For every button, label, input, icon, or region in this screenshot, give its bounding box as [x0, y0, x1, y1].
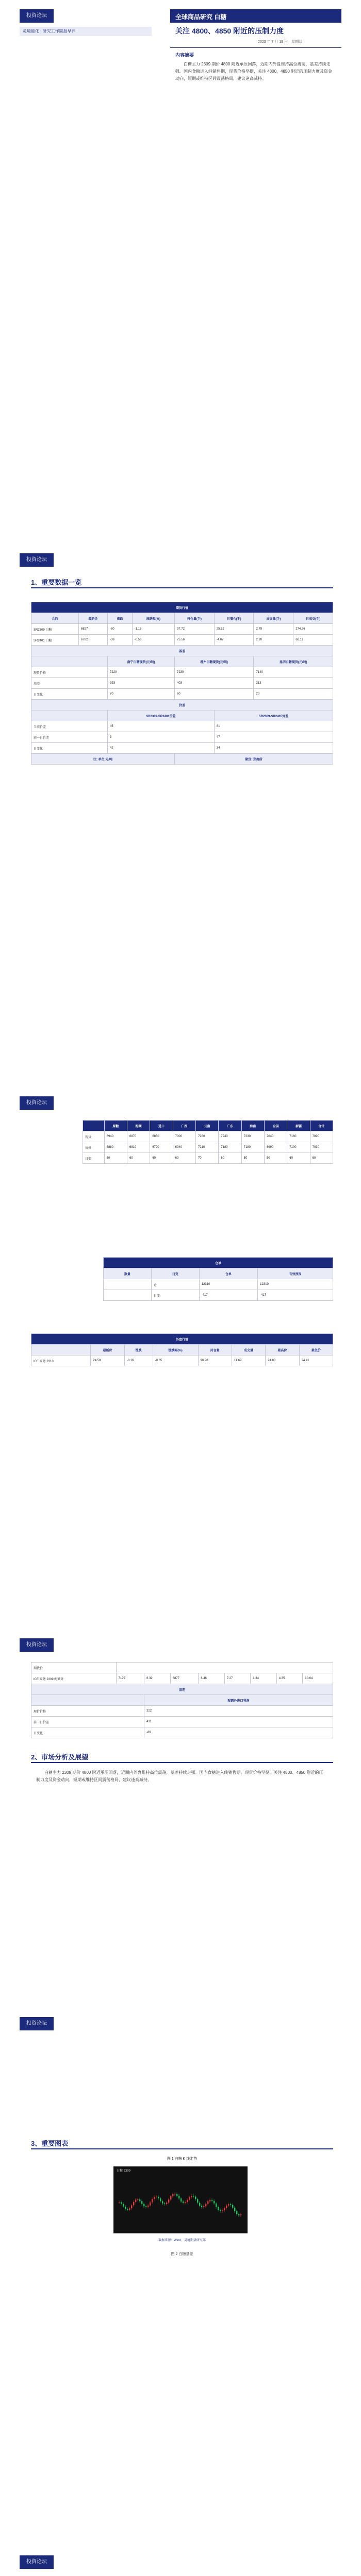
- candle-body: [123, 2204, 124, 2207]
- page-tag: 投资论坛: [20, 553, 54, 567]
- col-header: 柳州白糖现货(元/吨): [175, 656, 254, 667]
- cell: 81: [214, 721, 333, 732]
- candle-body: [209, 2200, 210, 2201]
- col-header: 最新价: [91, 1345, 124, 1355]
- cell: 96.98: [198, 1355, 232, 1366]
- candle-body: [145, 2206, 146, 2207]
- cell: 1.34: [251, 1673, 277, 1684]
- cell: 274.26: [293, 624, 333, 635]
- candle-body: [150, 2202, 151, 2206]
- cell: 现价价格: [31, 1706, 144, 1717]
- cell: 12310: [258, 1279, 333, 1290]
- cell: -0.16: [124, 1355, 153, 1366]
- col-header: 涨跌幅(%): [132, 613, 174, 624]
- cell: 60: [310, 1153, 333, 1164]
- cell: 日变化: [31, 743, 108, 754]
- cell: 6990: [264, 1142, 287, 1153]
- cell: 34: [214, 743, 333, 754]
- col-header: 持仓量(手): [175, 613, 215, 624]
- candle-body: [199, 2202, 200, 2206]
- candle-body: [131, 2205, 132, 2208]
- report-subtitle: 灵境能化 | 研究工作简报早评: [20, 27, 152, 36]
- table-row: [31, 635, 333, 646]
- col-header: 涨跌幅(%): [153, 1345, 198, 1355]
- table-row: [83, 1131, 333, 1142]
- headline: 关注 4800、4850 附近的压制力度: [175, 27, 284, 35]
- cell: 日变: [83, 1153, 105, 1164]
- cell: 7280: [195, 1131, 218, 1142]
- table-footer: 期货: 郑商所: [175, 754, 333, 765]
- table-footer: 注: 单位 元/吨: [31, 754, 175, 765]
- cell: 97.72: [175, 624, 215, 635]
- cell: -80: [108, 624, 133, 635]
- cell: 24.58: [91, 1355, 124, 1366]
- cell: 10.64: [303, 1673, 333, 1684]
- cell: 6850: [150, 1131, 173, 1142]
- page-tag: 投资论坛: [20, 2555, 54, 2569]
- cell: 60: [219, 1153, 241, 1164]
- col-header: 广西: [173, 1121, 195, 1131]
- spot-price-table: [83, 1120, 333, 1164]
- cell: 7230: [241, 1131, 264, 1142]
- cell: 12310: [199, 1279, 257, 1290]
- candle-body: [226, 2206, 227, 2208]
- cell: ICE 原糖 2309 配额外: [31, 1673, 117, 1684]
- candle-body: [187, 2200, 188, 2202]
- candle-body: [172, 2194, 173, 2196]
- candle-body: [139, 2199, 140, 2201]
- cell: 日变化: [31, 1727, 144, 1738]
- cell: 7220: [108, 667, 175, 678]
- cell: 3: [108, 732, 215, 743]
- col-header: 最低价: [299, 1345, 333, 1355]
- candle-body: [125, 2207, 126, 2209]
- cell: 60: [150, 1153, 173, 1164]
- cell: 前一日价差: [31, 732, 108, 743]
- page-tag: 投资论坛: [20, 1096, 54, 1110]
- subsection-header: 基差: [31, 1684, 333, 1695]
- futures-table: [31, 602, 333, 765]
- col-header: 仓单: [199, 1268, 257, 1279]
- banner-title: 全球商品研究 白糖: [175, 13, 227, 21]
- cell: 6810: [127, 1142, 150, 1153]
- banner: [170, 9, 341, 23]
- cell: 7230: [175, 667, 254, 678]
- candle-body: [141, 2201, 142, 2204]
- cell: 7160: [287, 1131, 310, 1142]
- cell: 7040: [264, 1131, 287, 1142]
- col-header: 进口: [150, 1121, 173, 1131]
- col-header: [83, 1121, 105, 1131]
- cell: 7210: [195, 1142, 218, 1153]
- table-row: [31, 1355, 333, 1366]
- figure-source: 数据来源：Wind、灵境期货研究部: [158, 2239, 206, 2242]
- table-row: [31, 689, 333, 700]
- col-header: 原糖: [104, 1121, 127, 1131]
- cell: 日变: [151, 1290, 199, 1301]
- candle-body: [135, 2200, 136, 2202]
- cell: 60: [104, 1153, 127, 1164]
- cell: 11.69: [232, 1355, 265, 1366]
- candle-body: [158, 2197, 159, 2198]
- cell: 6827: [79, 624, 108, 635]
- cell: 6940: [173, 1142, 195, 1153]
- cell: [31, 1695, 144, 1706]
- cell: 42: [108, 743, 215, 754]
- candle-body: [160, 2198, 161, 2201]
- cell: 47: [214, 732, 333, 743]
- col-header: [31, 710, 108, 721]
- col-header: SR2309-SR2405价差: [214, 710, 333, 721]
- figure-caption: 图 1 白糖 K 线走势: [167, 2157, 198, 2161]
- table-row: [31, 721, 333, 732]
- col-header: 最高价: [266, 1345, 299, 1355]
- col-header: [31, 1345, 91, 1355]
- candle-body: [228, 2204, 229, 2205]
- cell: 75.56: [175, 635, 215, 646]
- candle-body: [214, 2201, 215, 2204]
- candle-body: [222, 2210, 223, 2211]
- cell: 价格: [83, 1142, 105, 1153]
- candle-body: [121, 2202, 122, 2204]
- summary-text: 白糖主力 2309 期价 4800 附近承压回落，近期内外盘维持高位震荡，基差持续走强。国内食糖进入纯销售期，现货价格坚挺，关注 4800、4850 附近的压制力度及资金动向，短期或维持区间震荡格局，建议逢高减持。: [175, 62, 333, 81]
- col-header: 涨跌: [108, 613, 133, 624]
- col-header: 日变: [151, 1268, 199, 1279]
- cell: 313: [254, 678, 333, 689]
- cell: 70: [108, 689, 175, 700]
- cell: 7240: [219, 1131, 241, 1142]
- candle-body: [154, 2197, 155, 2199]
- col-header: 合约: [31, 613, 79, 624]
- cell: 322: [144, 1706, 333, 1717]
- cell: 45: [108, 721, 215, 732]
- col-header: 成交量: [232, 1345, 265, 1355]
- candle-body: [203, 2206, 204, 2207]
- candle-body: [220, 2210, 221, 2211]
- col-header: 新疆: [287, 1121, 310, 1131]
- warrant-table: [103, 1257, 333, 1301]
- col-header: 涨跌: [124, 1345, 153, 1355]
- cell: -0.65: [153, 1355, 198, 1366]
- kline-svg: [113, 2166, 248, 2233]
- cell: [116, 1663, 333, 1673]
- cell: 60: [173, 1153, 195, 1164]
- import-profit-table: [31, 1662, 333, 1738]
- candle-body: [176, 2194, 177, 2195]
- candle-body: [207, 2201, 208, 2204]
- cell: 60: [175, 689, 254, 700]
- cell: 60: [127, 1153, 150, 1164]
- candle-body: [137, 2199, 138, 2200]
- cell: 仓: [151, 1279, 199, 1290]
- cell: 411: [144, 1717, 333, 1727]
- candle-body: [197, 2199, 198, 2203]
- cell: 基差: [31, 678, 108, 689]
- cell: 7000: [173, 1131, 195, 1142]
- col-header: 配额外进口利润: [144, 1695, 333, 1706]
- candle-body: [178, 2196, 179, 2198]
- candle-body: [205, 2204, 206, 2207]
- table-row: [83, 1142, 333, 1153]
- candle-body: [129, 2208, 130, 2210]
- cell: 7199: [116, 1673, 144, 1684]
- cell: 7140: [254, 667, 333, 678]
- cell: 70: [195, 1153, 218, 1164]
- candle-body: [152, 2199, 153, 2202]
- table-header: 期货行情: [31, 602, 333, 613]
- section-rule: [31, 587, 333, 588]
- chart-title: 白糖 2309: [117, 2170, 131, 2173]
- table-row: [31, 624, 333, 635]
- cell: -0.56: [132, 635, 174, 646]
- table-row: [31, 1706, 333, 1717]
- col-header: 南宁白糖现货(元/吨): [108, 656, 175, 667]
- table-row: [31, 732, 333, 743]
- candle-body: [189, 2197, 190, 2200]
- cell: [104, 1279, 152, 1290]
- cell: 6877: [170, 1673, 199, 1684]
- cell: 24.41: [299, 1355, 333, 1366]
- cell: 7180: [219, 1142, 241, 1153]
- col-header: 云南: [195, 1121, 218, 1131]
- col-header: 全国: [264, 1121, 287, 1131]
- candle-body: [216, 2204, 217, 2207]
- summary-heading: 内容摘要: [175, 53, 194, 58]
- section-rule: [31, 1762, 333, 1763]
- cell: 7090: [310, 1131, 333, 1142]
- cell: 4.35: [276, 1673, 303, 1684]
- candle-body: [143, 2204, 144, 2207]
- cell: 2.20: [254, 635, 293, 646]
- cell: -89: [144, 1727, 333, 1738]
- cell: ICE 原糖 2310: [31, 1355, 91, 1366]
- col-header: 有效预报: [258, 1268, 333, 1279]
- col-header: 日增仓(手): [214, 613, 254, 624]
- col-header: 配额: [127, 1121, 150, 1131]
- section-title: 1、重要数据一览: [31, 579, 82, 586]
- cell: SR2401 白糖: [31, 635, 79, 646]
- candle-body: [127, 2209, 128, 2210]
- section-title: 2、市场分析及展望: [31, 1753, 89, 1761]
- candle-body: [170, 2196, 171, 2199]
- candle-body: [218, 2207, 219, 2210]
- candle-body: [180, 2198, 182, 2201]
- table-row: [31, 743, 333, 754]
- col-header: 最新价: [79, 613, 108, 624]
- cell: -4.07: [214, 635, 254, 646]
- section-title: 3、重要图表: [31, 2140, 69, 2147]
- candlestick-chart: [113, 2166, 248, 2233]
- table-row: [104, 1279, 333, 1290]
- candle-body: [162, 2201, 163, 2203]
- col-header: 海南: [241, 1121, 264, 1131]
- cell: -38: [108, 635, 133, 646]
- candle-body: [147, 2206, 149, 2207]
- col-header: 日成交(手): [293, 613, 333, 624]
- table-row: [31, 1717, 333, 1727]
- cell: 6880: [104, 1142, 127, 1153]
- cell: 期货价: [31, 1663, 117, 1673]
- candle-body: [240, 2214, 241, 2215]
- table-header: 仓单: [104, 1258, 333, 1268]
- cell: 68.11: [293, 635, 333, 646]
- table-row: [31, 1663, 333, 1673]
- subsection-header: 价差: [31, 700, 333, 710]
- cell: 7030: [310, 1142, 333, 1153]
- col-header: 合计: [310, 1121, 333, 1131]
- ice-table: [31, 1333, 333, 1366]
- cell: -417: [199, 1290, 257, 1301]
- cell: 6790: [150, 1142, 173, 1153]
- col-header: 广东: [219, 1121, 241, 1131]
- subsection-header: 基差: [31, 646, 333, 656]
- candle-body: [232, 2205, 233, 2208]
- analysis-text: 白糖主力 2309 期价 4800 附近承压回落，近期内外盘维持高位震荡，基差持续走强。国内食糖进入纯销售期，现货价格坚挺，关注 4800、4850 附近的压制力度及资金动向，短期或维持区间震荡格局，建议逢高减持。: [36, 1770, 323, 1782]
- cell: 前一日价差: [31, 1717, 144, 1727]
- cell: 60: [287, 1153, 310, 1164]
- cell: SR2309 白糖: [31, 624, 79, 635]
- cell: 日变化: [31, 689, 108, 700]
- report-date: 2023 年 7 月 19 日 星期四: [258, 40, 302, 44]
- cell: 50: [264, 1153, 287, 1164]
- table-row: [83, 1153, 333, 1164]
- cell: 7100: [287, 1142, 310, 1153]
- cell: 403: [175, 678, 254, 689]
- cell: 6.46: [199, 1673, 225, 1684]
- cell: 6870: [127, 1131, 150, 1142]
- candle-body: [183, 2201, 184, 2203]
- candle-body: [191, 2196, 192, 2197]
- table-row: [31, 1727, 333, 1738]
- table-row: [31, 667, 333, 678]
- col-header: SR2309-SR2401价差: [108, 710, 215, 721]
- page-tag: 投资论坛: [20, 1638, 54, 1652]
- table-row: [31, 1673, 333, 1684]
- cell: 50: [241, 1153, 264, 1164]
- section-rule: [31, 2148, 333, 2149]
- candle-body: [236, 2211, 237, 2214]
- page-tag: 投资论坛: [20, 2017, 54, 2030]
- cell: 7.27: [224, 1673, 251, 1684]
- candle-body: [238, 2214, 239, 2215]
- cell: 2.79: [254, 624, 293, 635]
- cell: 25.62: [214, 624, 254, 635]
- figure-caption: 图 2 白糖基差: [171, 2252, 193, 2256]
- cell: 24.80: [266, 1355, 299, 1366]
- col-header: [31, 656, 108, 667]
- cell: 20: [254, 689, 333, 700]
- col-header: 成交量(手): [254, 613, 293, 624]
- cell: -1.16: [132, 624, 174, 635]
- header-divider: [170, 47, 341, 48]
- cell: 现货价格: [31, 667, 108, 678]
- table-row: [104, 1290, 333, 1301]
- candle-body: [230, 2204, 231, 2205]
- cell: 6.32: [144, 1673, 171, 1684]
- col-header: 数量: [104, 1268, 152, 1279]
- cell: 现货: [83, 1131, 105, 1142]
- candle-body: [133, 2202, 134, 2205]
- candle-body: [166, 2202, 167, 2204]
- cell: 当前价差: [31, 721, 108, 732]
- candle-body: [201, 2206, 202, 2207]
- page-tag: 投资论坛: [20, 9, 54, 23]
- cell: -417: [258, 1290, 333, 1301]
- cell: 6940: [104, 1131, 127, 1142]
- cell: 393: [108, 678, 175, 689]
- table-header: 外盘行情: [31, 1334, 333, 1345]
- table-row: [31, 678, 333, 689]
- candle-body: [195, 2197, 196, 2199]
- candle-body: [224, 2208, 225, 2211]
- candle-body: [168, 2199, 169, 2202]
- candle-body: [234, 2208, 235, 2211]
- col-header: 持仓量: [198, 1345, 232, 1355]
- cell: [104, 1290, 152, 1301]
- col-header: 昆明白糖现货(元/吨): [254, 656, 333, 667]
- cell: 7180: [241, 1142, 264, 1153]
- cell: 6782: [79, 635, 108, 646]
